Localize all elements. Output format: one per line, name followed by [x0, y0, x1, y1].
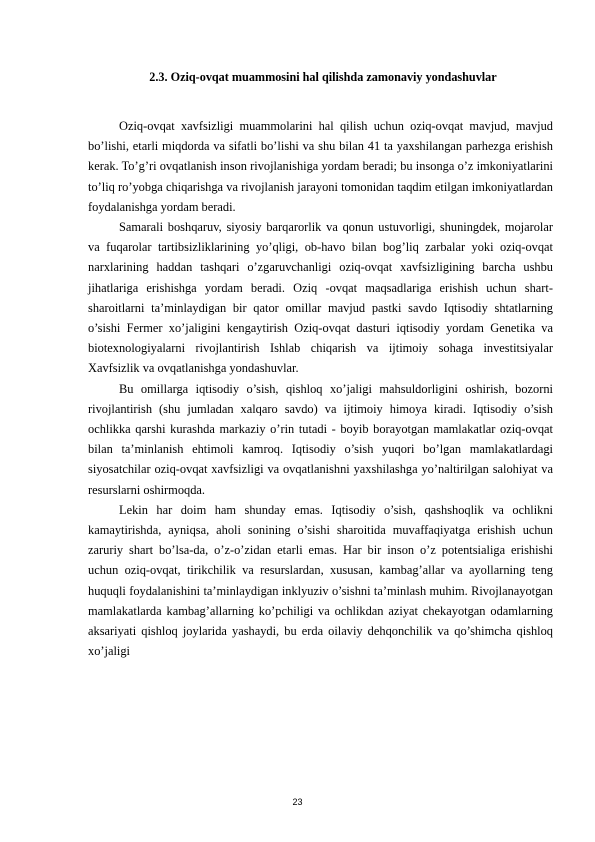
- paragraph-1: Oziq-ovqat xavfsizligi muammolarini hal qilish uchun oziq-ovqat mavjud, mavjud bo’lishi, etarli miqdorda va sifatli bo’lishi va shu bilan 41 ta yaxshilangan parhezga erishish kerak. To’g’ri ovqatlanish inson rivojlanishiga yordam beradi; bu insonga o’z imkoniyatlarini to’liq ro’yobga chiqarishga va rivojlanish jarayoni tomonidan taqdim etilgan imkoniyatlardan foydalanishga yordam beradi.: [88, 119, 553, 214]
- paragraph-3: Bu omillarga iqtisodiy o’sish, qishloq xo’jaligi mahsuldorligini oshirish, bozorni rivojlantirish (shu jumladan xalqaro savdo) va ijtimoiy himoya kiradi. Iqtisodiy o’sish ochlikka qarshi kurashda markaziy o’rin tutadi - boyib borayotgan mamlakatlar oziq-ovqat bilan ta’minlanish ehtimoli kamroq. Iqtisodiy o’sish yuqori bo’lgan mamlakatlardagi siyosatchilar oziq-ovqat xavfsizligi va ovqatlanishni yaxshilashga yo’naltirilgan salohiyat va resurslarni oshirmoqda.: [88, 381, 553, 497]
- page-number: 23: [292, 797, 303, 807]
- paragraph-2: Samarali boshqaruv, siyosiy barqarorlik va qonun ustuvorligi, shuningdek, mojarolar va fuqarolar tartibsizliklarining yo’qligi, ob-havo bilan bog’liq zarbalar yoki oziq-ovqat narxlarining haddan tashqari o’zgaruvchanligi oziq-ovqat xavfsizligining barcha ushbu jihatlariga erishishga yordam beradi. Oziq -ovqat maqsadlariga erishish uchun shart-sharoitlarni ta’minlaydigan bir qator omillar mavjud pastki savdo Iqtisodiy shtatlarning o’sishi Fermer xo’jaligini kengaytirish Oziq-ovqat dasturi iqtisodiy yordam Genetika va biotexnologiyalarni rivojlantirish Ishlab chiqarish va ijtimoiy sohaga investitsiyalar Xavfsizlik va ovqatlanishga yondashuvlar.: [88, 220, 553, 376]
- section-heading: 2.3. Oziq-ovqat muammosini hal qilishda zamonaviy yondashuvlar: [149, 70, 497, 84]
- paragraph-4: Lekin har doim ham shunday emas. Iqtisodiy o’sish, qashshoqlik va ochlikni kamaytirishda, ayniqsa, aholi sonining o’sishi sharoitida muvaffaqiyatga erishish uchun zaruriy shart bo’lsa-da, o’z-o’zidan etarli emas. Har bir inson o’z potentsialiga erishishi uchun oziq-ovqat, tirikchilik va resurslardan, xususan, kambag’allar va ayollarning teng huquqli foydalanishini ta’minlaydigan inklyuziv o’sishni ta’minlash muhim. Rivojlanayotgan mamlakatlarda kambag’allarning ko’pchiligi va ochlikdan aziyat chekayotgan odamlarning aksariyati qishloq joylarida yashaydi, bu erda oilaviy dehqonchilik va qo’shimcha qishloq xo’jaligi: [88, 502, 553, 659]
- body-text: [88, 116, 553, 661]
